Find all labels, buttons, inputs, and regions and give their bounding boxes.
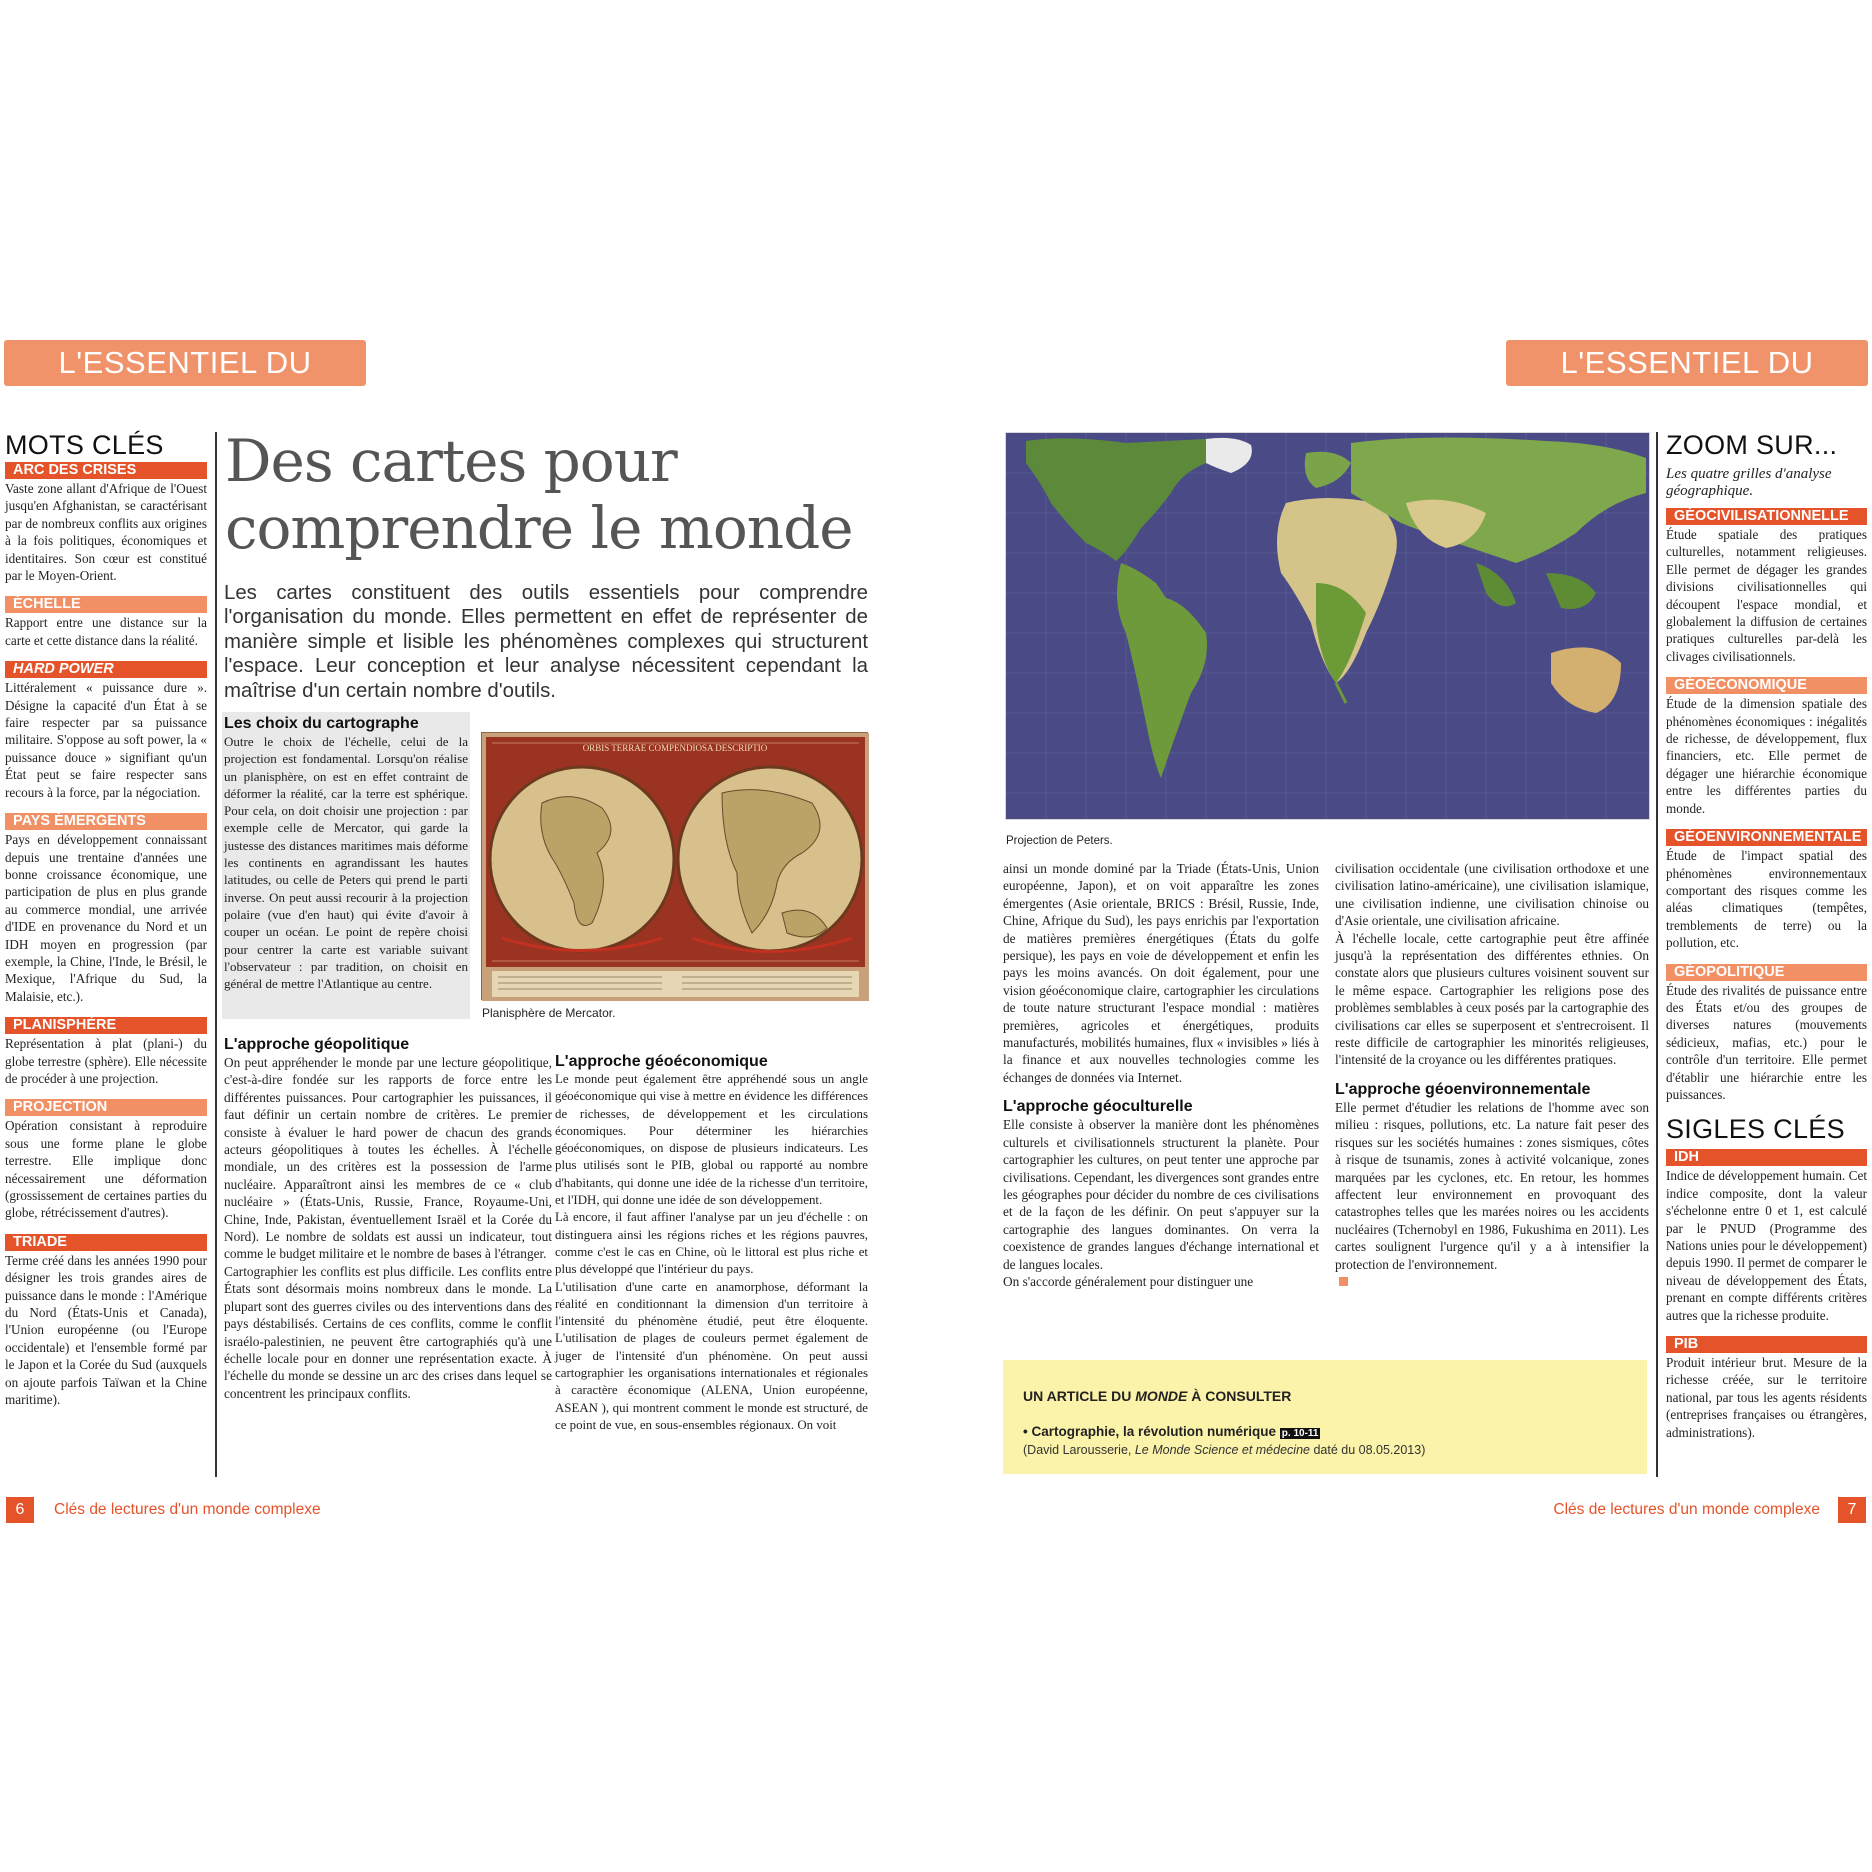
- sec2-p2: Cartographier les conflits est plus difficile. Les conflits entre États sont désormais moins nombreux dans le monde. La plupart sont des guerres civiles ou des interventions dans des pays déstabilisés. Certains de ces conflits, comme le conflit israélo-palestinien, ne peuvent être cartographiés qu'à une échelle locale pour en donner une représentation exacte. À l'échelle du monde se dessine un arc des crises dans lequel se concentrent les principaux conflits.: [224, 1263, 552, 1401]
- peters-illustration: [1006, 433, 1650, 820]
- mercator-caption: Planisphère de Mercator.: [482, 1006, 616, 1020]
- mercator-map: [481, 732, 868, 1000]
- zoom-title: ZOOM SUR...: [1666, 430, 1838, 460]
- section-banner-right: L'ESSENTIEL DU COURS: [1506, 340, 1868, 386]
- keyword-text: Opération consistant à reproduire sous une forme plane le globe terrestre. Elle implique donc nécessairement une déformation (grossissement de certaines parties du globe, rétrécissement d'autres).: [5, 1118, 207, 1221]
- keyword-term: PROJECTION: [5, 1099, 207, 1116]
- sigle-text: Produit intérieur brut. Mesure de la richesse créée, sur le territoire national, par tous les agents résidents (entreprises françaises ou étrangères, administrations).: [1666, 1355, 1867, 1440]
- page-number-left: 6: [6, 1497, 34, 1523]
- col3: [1003, 860, 1319, 1290]
- sec1-title: Les choix du cartographe: [224, 715, 419, 732]
- article-box-title-prefix: UN ARTICLE DU: [1023, 1388, 1136, 1404]
- sec2: [224, 1035, 552, 1402]
- sec3-p2: Là encore, il faut affiner l'analyse par un jeu d'échelle : on distinguera ainsi les régions riches et les régions pauvres, comme c'est le cas en Chine, où le littoral est plus riche et plus développé que l'intérieur du pays.: [555, 1210, 868, 1277]
- zoom-geopolitique: [1666, 964, 1867, 1104]
- sec2-p1: On peut appréhender le monde par une lecture géopolitique, c'est-à-dire fondée sur les rapports de force entre les différentes puissances. Pour cartographier les puissances, il faut définir un certain nombre de critères. Le premier consiste à évaluer le hard power de chacun des grands acteurs géopolitiques à toutes les échelles. À l'échelle mondiale, un des critères est la possession de l'arme nucléaire. Apparaîtront ainsi les membres de ce « club nucléaire » (États-Unis, Russie, France, Royaume-Uni, Chine, Inde, Pakistan, éventuellement Israël et la Corée du Nord). Le nombre de soldats est aussi un indicateur, tout comme le budget militaire et le nombre de bases à l'étranger.: [224, 1055, 552, 1262]
- keyword-hard-power: [5, 661, 207, 801]
- sec5-p1: Elle permet d'étudier les relations de l'homme avec son milieu : risques, pollutions, etc. La nature fait peser des risques sur les sociétés humaines : zones sismiques, côtes à risque de tsunamis, zones à activité volcanique, zones marquées par les cyclones, etc. En retour, les hommes affectent leur environnement en provoquant des catastrophes telles que les marées noires ou les accidents nucléaires (Tchernobyl en 1986, Fukushima en 2011). Les cartes soulignent l'urgence qu'il y a à intensifier la protection de l'environnement.: [1335, 1099, 1649, 1272]
- lede: Les cartes constituent des outils essentiels pour comprendre l'organisation du monde. Elles permettent en effet de représenter de manière simple et lisible les phénomènes complexes qui structurent l'espace. Leur conception et leur analyse nécessitent cependant la maîtrise d'un certain nombre d'outils.: [224, 582, 868, 702]
- sigles-title: SIGLES CLÉS: [1666, 1114, 1845, 1145]
- keyword-term: TRIADE: [5, 1234, 207, 1251]
- column-divider-right: [1656, 432, 1658, 1477]
- sec4-p2: On s'accorde généralement pour distinguer une: [1003, 1273, 1254, 1289]
- zoom-subtitle: Les quatre grilles d'analyse géographique.: [1666, 466, 1832, 499]
- keywords-sidebar: [5, 430, 207, 1408]
- mercator-illustration: [482, 733, 869, 1001]
- zoom-geoeconomique: [1666, 677, 1867, 817]
- col4-p2: À l'échelle locale, cette cartographie peut être affinée jusqu'à la représentation des différentes ethnies. On constate alors que plusieurs cultures voisinent souvent sur le même espace. Cartographier les religions pose des problèmes semblables à ceux posés par la cartographie des civilisations car elles se superposent et s'entrecroisent. Il reste difficile de cartographier les minorités religieuses, l'intensité de la croyance ou les différentes pratiques.: [1335, 930, 1649, 1068]
- keywords-title: MOTS CLÉS: [5, 430, 164, 460]
- keyword-term: HARD POWER: [5, 661, 207, 678]
- sigle-term: IDH: [1666, 1149, 1867, 1166]
- keyword-text: Rapport entre une distance sur la carte et cette distance dans la réalité.: [5, 615, 207, 648]
- sec3-p1: Le monde peut également être appréhendé sous un angle géoéconomique qui vise à mettre en évidence les différences de richesses, de développement et les circulations économiques. Pour déterminer les hiérarchies géoéconomiques, on dispose de plusieurs indicateurs. Les plus utilisés sont le PIB, global ou rapporté au nombre d'habitants, qui donne une idée de la richesse d'un territoire, et l'IDH, qui donne une idée de son développement.: [555, 1072, 868, 1208]
- keyword-text: Littéralement « puissance dure ». Désigne la capacité d'un État à se faire respecter par sa puissance militaire. S'oppose au soft power, la « puissance douce » signifiant qu'un État peut se faire respecter sans recours à la force, par la négociation.: [5, 680, 207, 800]
- keyword-projection: [5, 1099, 207, 1221]
- sec1-text: Outre le choix de l'échelle, celui de la projection est fondamental. Lorsqu'on réalise un planisphère, on est en effet contraint de déformer la réalité, car la terre est sphérique. Pour cela, on doit choisir une projection : par exemple celle de Mercator, qui garde la justesse des distances maritimes mais déforme les continents en agrandissant les hautes latitudes, ou celle de Peters qui prend le parti inverse. On peut aussi recourir à la projection polaire (vue d'en haut) qui évite d'avoir à couper un océan. Le point de repère choisi pour centrer la carte est variable suivant l'observateur : par tradition, on choisit en général de mettre l'Atlantique au centre.: [224, 734, 468, 992]
- zoom-term: GÉOÉCONOMIQUE: [1666, 677, 1867, 694]
- col4-p1: civilisation occidentale (une civilisation orthodoxe et une civilisation latino-américaine), une civilisation islamique, une civilisation indienne, une civilisation chinoise ou d'Asie orientale, une civilisation africaine.: [1335, 861, 1649, 929]
- keyword-arc-des-crises: [5, 462, 207, 584]
- keyword-term: ARC DES CRISES: [5, 462, 207, 479]
- sec5-title: L'approche géoenvironnementale: [1335, 1080, 1591, 1098]
- keyword-term: ÉCHELLE: [5, 596, 207, 613]
- title-line-2: comprendre le monde: [225, 494, 853, 562]
- article-box-title-suffix: À CONSULTER: [1187, 1388, 1292, 1404]
- zoom-term: GÉOCIVILISATIONNELLE: [1666, 508, 1867, 525]
- peters-map: [1005, 432, 1650, 820]
- zoom-term: GÉOPOLITIQUE: [1666, 964, 1867, 981]
- kw-list: [5, 462, 207, 1408]
- mercator-banner: ORBIS TERRAE COMPENDIOSA DESCRIPTIO: [582, 743, 768, 753]
- article-box-credit: [1023, 1443, 1425, 1457]
- zoom-geoenvironnementale: [1666, 829, 1867, 951]
- keyword-term: PAYS ÉMERGENTS: [5, 813, 207, 830]
- sec1: [224, 714, 468, 992]
- column-divider: [215, 432, 217, 1477]
- sigle-term: PIB: [1666, 1336, 1867, 1353]
- article-box-pages: p. 10-11: [1281, 1428, 1319, 1439]
- zoom-text: Étude spatiale des pratiques culturelles, notamment religieuses. Elle permet de dégager les grandes divisions civilisationnelles qui découpent l'espace mondial, et globalement la diffusion de certaines pratiques culturelles par-delà les clivages civilisationnels.: [1666, 527, 1867, 664]
- keyword-text: Pays en développement connaissant depuis une trentaine d'années une bonne croissance économique, une participation de plus en plus grande au commerce mondial, une arrivée d'IDE en provenance du Nord et un IDH moyen en progression (par exemple, la Chine, l'Inde, le Brésil, le Mexique, l'Afrique du Sud, la Malaisie, etc.).: [5, 832, 207, 1004]
- zoom-term: GÉOENVIRONNEMENTALE: [1666, 829, 1867, 846]
- end-square-icon: [1339, 1277, 1348, 1286]
- keyword-text: Vaste zone allant d'Afrique de l'Ouest jusqu'en Afghanistan, se caractérisant par de nombreux conflits aux origines à la fois politiques, économiques et identitaires. Son cœur est constitué par le Moyen-Orient.: [5, 481, 207, 584]
- article-box-title: [1023, 1388, 1291, 1404]
- page-title: [225, 428, 865, 562]
- zoom-text: Étude de l'impact spatial des phénomènes environnementaux comportant des risques comme les aléas climatiques (tempêtes, tremblements de terre) ou la pollution, etc.: [1666, 848, 1867, 951]
- article-box: [1003, 1360, 1647, 1474]
- keyword-pays-emergents: [5, 813, 207, 1005]
- keyword-echelle: [5, 596, 207, 649]
- zoom-sidebar: [1666, 430, 1867, 1441]
- article-box-credit-italic: Le Monde Science et médecine: [1134, 1443, 1310, 1457]
- keyword-text: Représentation à plat (plani-) du globe terrestre (sphère). Elle nécessite de procéder à une projection.: [5, 1036, 207, 1086]
- article-box-item-title[interactable]: • Cartographie, la révolution numérique: [1023, 1424, 1277, 1439]
- sigle-idh: [1666, 1149, 1867, 1324]
- page-number-right: 7: [1838, 1497, 1866, 1523]
- zoom-geocivilisationnelle: [1666, 508, 1867, 665]
- footer-text-left: Clés de lectures d'un monde complexe: [54, 1501, 321, 1518]
- sec4-title: L'approche géoculturelle: [1003, 1098, 1193, 1116]
- article-box-item[interactable]: [1023, 1424, 1320, 1439]
- sec4-p1: Elle consiste à observer la manière dont les phénomènes culturels et civilisationnels structurent la planète. Pour cartographier les cultures, on peut tenter une approche par civilisations. Cependant, les divergences sont grandes entre les géographes pour décider du nombre de ces civilisations et de la façon de les définir. On peut s'appuyer sur la cartographie des langues dominantes. On verra la coexistence de grandes langues d'échange international et de langues locales.: [1003, 1117, 1319, 1272]
- article-box-title-italic: MONDE: [1135, 1388, 1188, 1404]
- sigle-text: Indice de développement humain. Cet indice composite, dont la valeur s'échelonne entre 0 et 1, est calculé par le PNUD (Programme des Nations unies pour le développement) depuis 1990. Il permet de comparer le niveau de développement des États, prenant en compte différents critères autres que la richesse produite.: [1666, 1168, 1867, 1323]
- col4: [1335, 860, 1649, 1291]
- sec2-title: L'approche géopolitique: [224, 1036, 410, 1053]
- keyword-text: Terme créé dans les années 1990 pour désigner les trois grandes aires de puissance dans le monde : l'Amérique du Nord (États-Unis et Canada), l'Union européenne (ou l'Europe occidentale) et l'ensemble formé par le Japon et la Corée du Sud (auxquels on ajoute parfois Taïwan et la Chine maritime).: [5, 1252, 207, 1408]
- title-line-1: Des cartes pour: [225, 427, 677, 495]
- article-box-credit-prefix: (David Larousserie,: [1023, 1443, 1135, 1457]
- zoom-text: Étude des rivalités de puissance entre des États et/ou des groupes de diverses natures (mouvements sédicieux, mafias, etc.) pour le contrôle d'un territoire. Elle permet d'établir une hiérarchie entre les puissances.: [1666, 982, 1867, 1102]
- keyword-planisphere: [5, 1017, 207, 1087]
- keyword-term: PLANISPHÈRE: [5, 1017, 207, 1034]
- article-box-credit-suffix: daté du 08.05.2013): [1309, 1443, 1426, 1457]
- sigle-pib: [1666, 1336, 1867, 1441]
- footer-text-right: Clés de lectures d'un monde complexe: [1553, 1501, 1820, 1518]
- zoom-text: Étude de la dimension spatiale des phénomènes économiques : inégalités de richesse, de développement, flux financiers, etc. Elle permet de dégager une hiérarchie économique entre les différentes parties du monde.: [1666, 696, 1867, 816]
- section-banner-left: L'ESSENTIEL DU COURS: [4, 340, 366, 386]
- keyword-triade: [5, 1234, 207, 1409]
- sec3: [555, 1052, 868, 1434]
- col3-p1: ainsi un monde dominé par la Triade (États-Unis, Union européenne, Japon), et on voit apparaître les zones émergentes (Asie orientale, BRICS : Brésil, Russie, Inde, Chine, Afrique du Sud), les pays enrichis par l'exportation de matières premières énergétiques (États du golfe persique), les pays en voie de développement et enfin les pays les moins avancés. On doit également, pour une vision géoéconomique claire, cartographier les circulations de toute nature structurant l'espace mondial : matières premières, agricoles et énergétiques, produits manufacturés, mobilités humaines, flux « invisibles » liés à la finance et aux nouvelles technologies comme les échanges de données via Internet.: [1003, 861, 1319, 1085]
- sec3-title: L'approche géoéconomique: [555, 1053, 768, 1070]
- sec3-p3: L'utilisation d'une carte en anamorphose, déformant la réalité en conditionnant la dimension d'un territoire à l'intensité du phénomène étudié, peut être éloquente. L'utilisation de plages de couleurs permet également de juger de l'intensité d'un phénomène. On peut aussi cartographier les organisations internationales et régionales à caractère économique (ALENA, Union européenne, ASEAN ), qui montrent comment le monde est structuré, de ce point de vue, en sous-ensembles régionaux. On voit: [555, 1279, 868, 1432]
- peters-caption: Projection de Peters.: [1006, 835, 1113, 847]
